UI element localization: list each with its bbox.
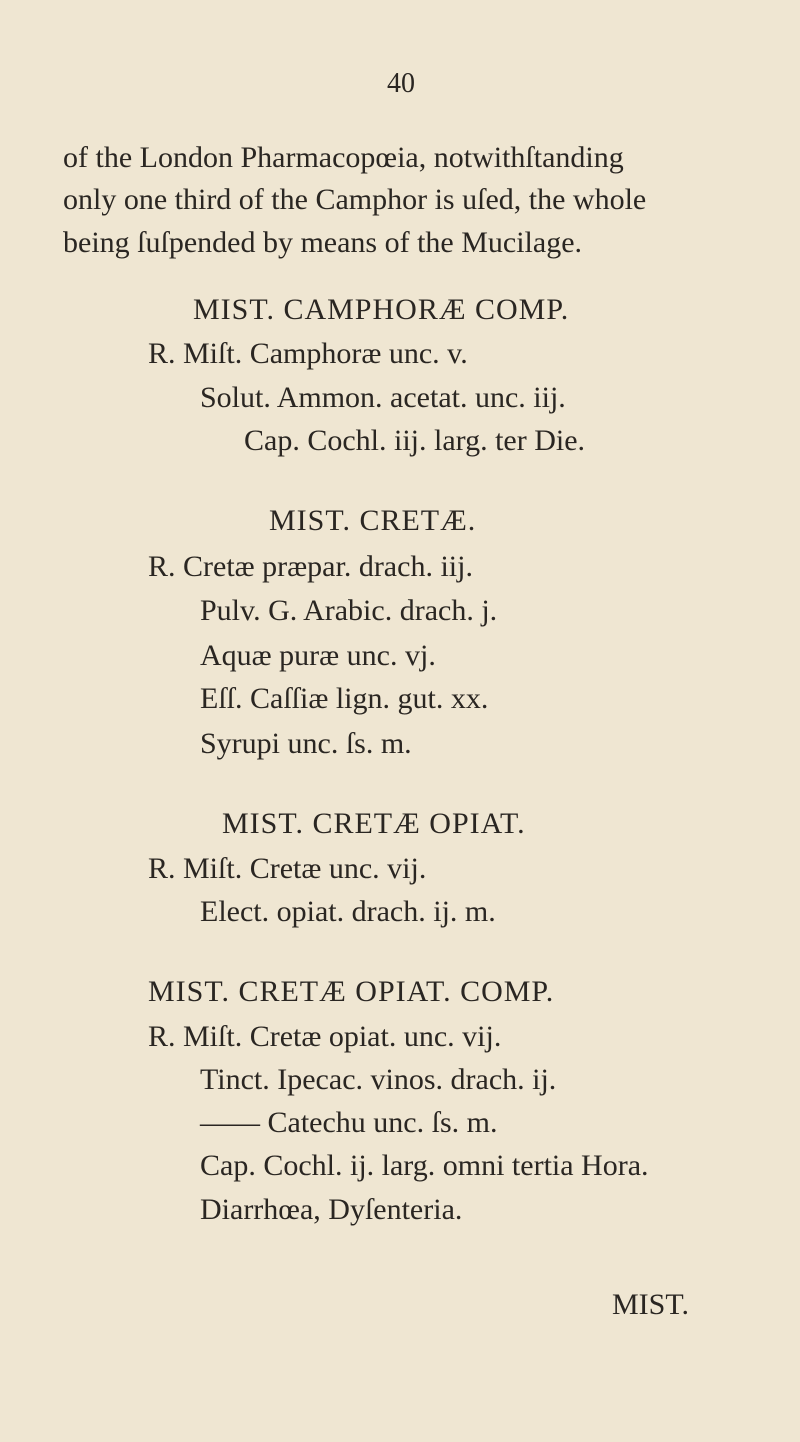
intro-line-2: only one third of the Camphor is uſed, the whole — [63, 183, 647, 216]
recipe-line: Diarrhœa, Dyſenteria. — [200, 1193, 463, 1226]
recipe-line: R. Miſt. Cretæ unc. vij. — [148, 852, 427, 885]
intro-line-1: of the London Pharmacopœia, notwithſtanding — [63, 141, 624, 174]
recipe-line: R. Miſt. Cretæ opiat. unc. vij. — [148, 1020, 502, 1053]
recipe-line: Eſſ. Caſſiæ lign. gut. xx. — [200, 682, 489, 715]
section-heading: MIST. CAMPHORÆ COMP. — [193, 293, 570, 326]
recipe-line: Solut. Ammon. acetat. unc. iij. — [200, 381, 566, 414]
section-heading: MIST. CRETÆ. — [269, 504, 477, 537]
recipe-line: Pulv. G. Arabic. drach. j. — [200, 594, 498, 627]
section-heading: MIST. CRETÆ OPIAT. COMP. — [148, 975, 555, 1008]
recipe-line: R. Cretæ præpar. drach. iij. — [148, 550, 473, 583]
recipe-line: —— Catechu unc. ſs. m. — [200, 1106, 498, 1139]
recipe-line: Aquæ puræ unc. vj. — [200, 639, 436, 672]
catchword: MIST. — [612, 1288, 689, 1321]
recipe-line: Cap. Cochl. iij. larg. ter Die. — [244, 424, 586, 457]
page-number: 40 — [387, 68, 415, 99]
intro-line-3: being ſuſpended by means of the Mucilage. — [63, 226, 583, 259]
recipe-line: R. Miſt. Camphoræ unc. v. — [148, 337, 468, 370]
recipe-line: Elect. opiat. drach. ij. m. — [200, 895, 496, 928]
recipe-line: Syrupi unc. ſs. m. — [200, 727, 412, 760]
recipe-line: Cap. Cochl. ij. larg. omni tertia Hora. — [200, 1149, 649, 1182]
recipe-line: Tinct. Ipecac. vinos. drach. ij. — [200, 1063, 557, 1096]
section-heading: MIST. CRETÆ OPIAT. — [222, 807, 526, 840]
